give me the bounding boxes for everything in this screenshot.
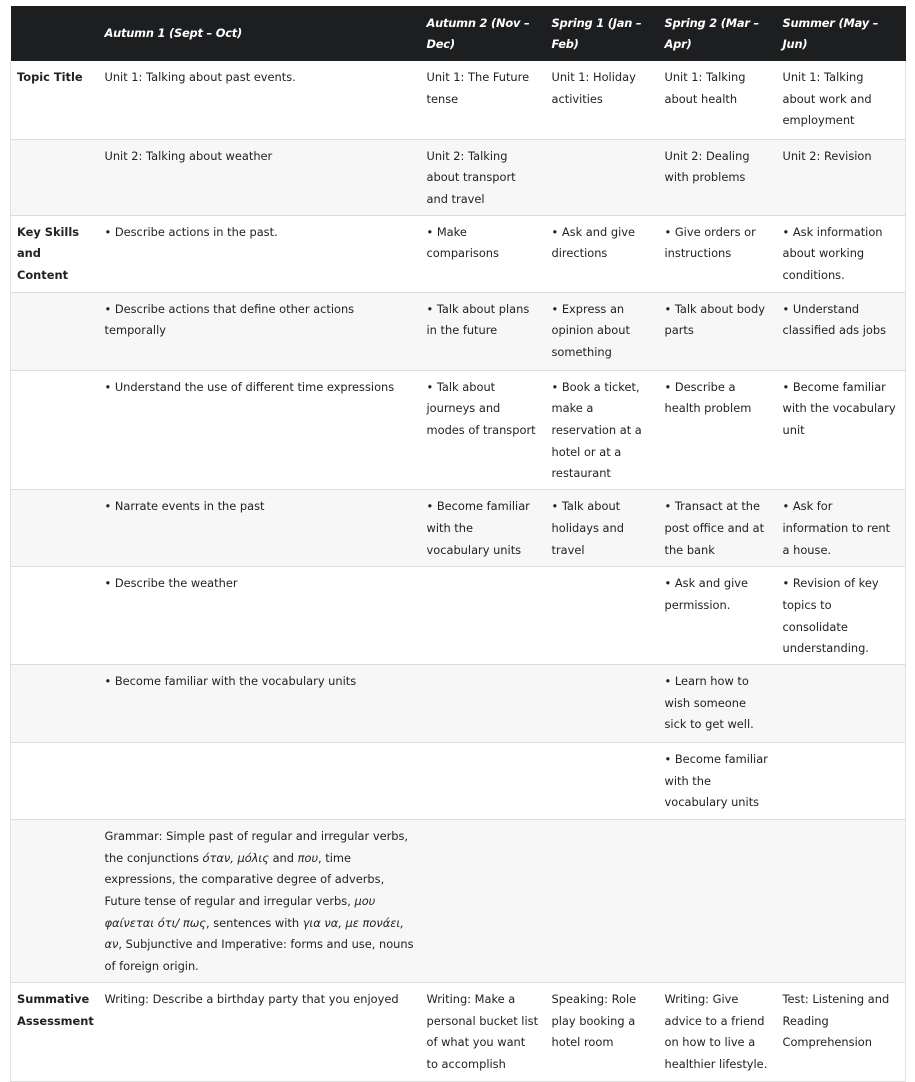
table-cell: • Revision of key topics to consolidate understanding. [777,567,906,665]
table-cell [421,664,546,742]
row-label [11,139,99,215]
table-cell [421,742,546,819]
table-row [11,982,906,1081]
row-label [11,490,99,567]
row-label: Summative Assessment [11,982,99,1081]
row-label: Topic Title [11,61,99,139]
row-label [11,292,99,370]
table-cell [777,742,906,819]
row-label [11,819,99,982]
header-autumn-1: Autumn 1 (Sept – Oct) [99,6,421,61]
table-cell: • Describe actions that define other actions temporally [99,292,421,370]
table-cell [546,742,659,819]
table-cell: • Describe the weather [99,567,421,665]
table-cell: • Become familiar with the vocabulary units [659,742,777,819]
table-row [11,139,906,215]
grammar-text: and [268,850,298,865]
table-cell [546,664,659,742]
table-cell: Unit 2: Talking about transport and travel [421,139,546,215]
table-cell: Test: Listening and Reading Comprehension [777,982,906,1081]
table-cell [777,819,906,982]
table-cell: Unit 1: Talking about work and employment [777,61,906,139]
table-cell: Unit 2: Dealing with problems [659,139,777,215]
table-cell: • Become familiar with the vocabulary units [99,664,421,742]
table-cell: • Book a ticket, make a reservation at a hotel or at a restaurant [546,370,659,490]
table-row [11,370,906,490]
table-cell: • Become familiar with the vocabulary units [421,490,546,567]
header-spring-1: Spring 1 (Jan – Feb) [546,6,659,61]
table-cell: Unit 1: The Future tense [421,61,546,139]
table-cell [99,742,421,819]
table-row [11,742,906,819]
header-corner [11,6,99,61]
table-row [11,61,906,139]
table-cell [546,567,659,665]
row-label [11,567,99,665]
table-row [11,292,906,370]
grammar-text: , time expressions, the comparative degree of adverbs, Future tense of regular and irregular verbs, [104,850,385,909]
table-cell [421,819,546,982]
table-row [11,819,906,982]
table-cell: Unit 2: Talking about weather [99,139,421,215]
header-autumn-2: Autumn 2 (Nov – Dec) [421,6,546,61]
table-cell: • Ask for information to rent a house. [777,490,906,567]
table-cell: • Understand classified ads jobs [777,292,906,370]
table-row [11,490,906,567]
header-summer: Summer (May – Jun) [777,6,906,61]
grammar-greek: όταν, μόλις [202,850,269,865]
grammar-text: , sentences with [205,915,303,930]
table-cell: • Give orders or instructions [659,215,777,292]
table-cell: • Describe actions in the past. [99,215,421,292]
table-cell: • Talk about holidays and travel [546,490,659,567]
table-cell: • Talk about journeys and modes of transport [421,370,546,490]
curriculum-table [10,6,906,1082]
table-row [11,215,906,292]
grammar-greek: για να, με πονάει, αν [104,915,404,952]
table-cell: • Become familiar with the vocabulary unit [777,370,906,490]
row-label: Key Skills and Content [11,215,99,292]
grammar-greek: μου φαίνεται ότι/ πως [104,894,376,930]
grammar-cell [99,819,421,982]
table-cell: • Learn how to wish someone sick to get well. [659,664,777,742]
row-label [11,664,99,742]
table-cell: Unit 1: Talking about past events. [99,61,421,139]
header-row [11,6,906,61]
table-cell: Writing: Make a personal bucket list of what you want to accomplish [421,982,546,1081]
table-cell: • Ask and give permission. [659,567,777,665]
table-cell: Unit 2: Revision [777,139,906,215]
table-cell [421,567,546,665]
grammar-text: Grammar: Simple past of regular and irregular verbs, the conjunctions [104,828,409,865]
table-cell: • Talk about plans in the future [421,292,546,370]
table-cell: Writing: Describe a birthday party that you enjoyed [99,982,421,1081]
header-spring-2: Spring 2 (Mar – Apr) [659,6,777,61]
table-cell: • Ask and give directions [546,215,659,292]
table-cell: Speaking: Role play booking a hotel room [546,982,659,1081]
table-cell: • Talk about body parts [659,292,777,370]
row-label [11,370,99,490]
table-cell [546,819,659,982]
table-cell [777,664,906,742]
table-cell: • Narrate events in the past [99,490,421,567]
table-row [11,567,906,665]
table-cell: • Express an opinion about something [546,292,659,370]
table-cell: • Transact at the post office and at the bank [659,490,777,567]
grammar-greek: που [297,850,319,865]
table-cell [546,139,659,215]
table-cell: Unit 1: Holiday activities [546,61,659,139]
table-cell: • Ask information about working conditions. [777,215,906,292]
table-cell: Unit 1: Talking about health [659,61,777,139]
table-row [11,664,906,742]
row-label [11,742,99,819]
table-cell: • Understand the use of different time expressions [99,370,421,490]
grammar-text: , Subjunctive and Imperative: forms and use, nouns of foreign origin. [104,937,414,974]
table-cell: • Describe a health problem [659,370,777,490]
table-cell: Writing: Give advice to a friend on how to live a healthier lifestyle. [659,982,777,1081]
table-cell: • Make comparisons [421,215,546,292]
table-cell [659,819,777,982]
